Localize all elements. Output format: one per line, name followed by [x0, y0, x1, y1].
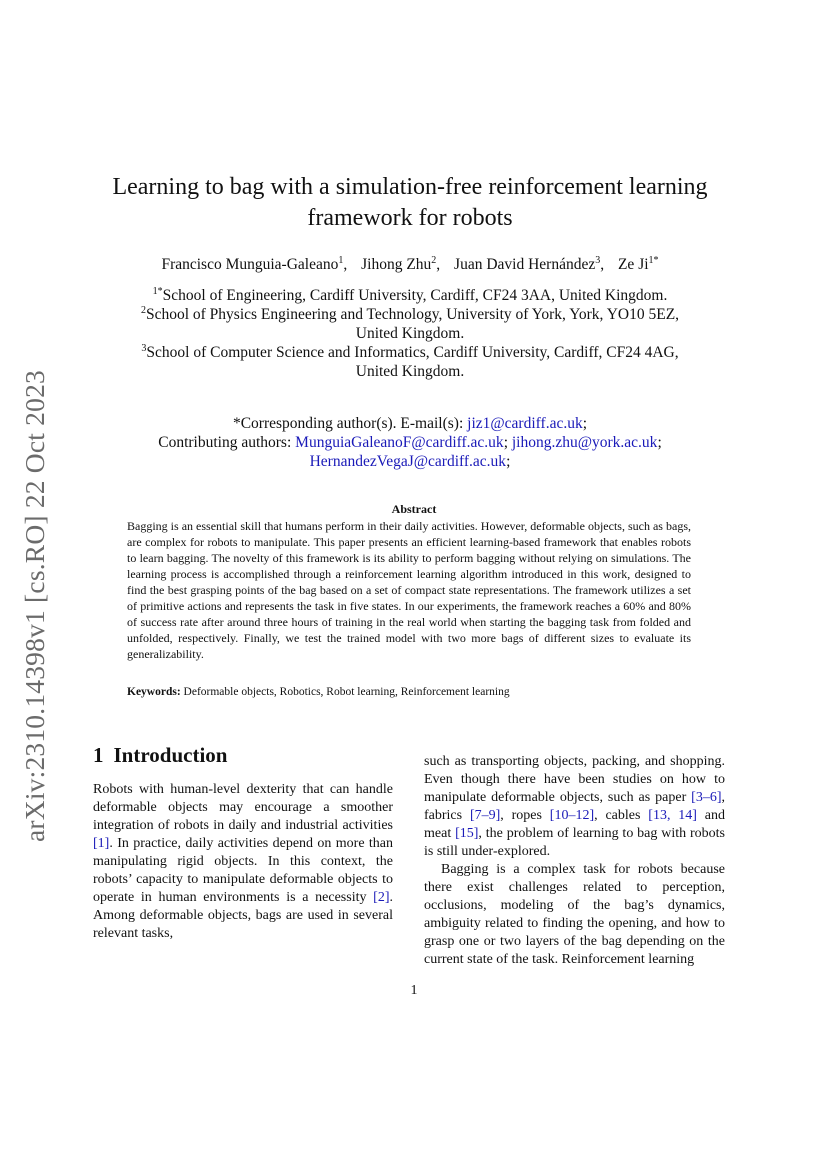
affiliation-3: [100, 343, 720, 381]
author-affiliation-mark: 1: [338, 254, 344, 266]
body-text: , ropes: [500, 808, 550, 823]
left-column: [93, 781, 393, 943]
author-name: Francisco Munguia-Galeano: [161, 256, 339, 273]
citation-link[interactable]: [15]: [455, 826, 479, 841]
author-affiliation-mark: 3: [595, 254, 601, 266]
paragraph: Bagging is a complex task for robots because there exist challenges related to perception, occlusions, modeling of the bag’s dynamics, ambiguity related to finding the opening, and how to grasp one or two layers of the bag depending on the current state of the task. Reinforcement learning: [424, 862, 725, 967]
separator: ;: [582, 415, 588, 432]
citation-link[interactable]: [13, 14]: [648, 808, 697, 823]
citation-link[interactable]: [3–6]: [691, 790, 722, 805]
keywords-label: Keywords:: [127, 686, 181, 698]
affiliation-text: United Kingdom.: [355, 363, 465, 380]
separator: ;: [503, 434, 508, 451]
section-heading: [93, 743, 227, 768]
separator: ;: [657, 434, 662, 451]
section-title: Introduction: [113, 743, 228, 767]
contributing-line-2: [100, 452, 720, 471]
author-name: Ze Ji: [617, 256, 649, 273]
separator: ;: [506, 453, 511, 470]
author-name: Juan David Hernández: [454, 256, 596, 273]
keywords: [127, 686, 701, 698]
title-line-2: framework for robots: [307, 205, 513, 231]
contributing-email-link-3[interactable]: HernandezVegaJ@cardiff.ac.uk: [309, 453, 507, 470]
body-text: , fabrics: [424, 790, 725, 823]
title-line-1: Learning to bag with a simulation-free reinforcement learning: [112, 174, 708, 200]
body-text: such as transporting objects, packing, and shopping. Even though there have been studies on how to manipulate deformable objects, such as paper: [424, 754, 725, 805]
affiliation-2: [100, 305, 720, 343]
affiliation-text: School of Engineering, Cardiff University, Cardiff, CF24 3AA, United Kingdom.: [162, 287, 668, 304]
citation-link[interactable]: [2]: [373, 890, 390, 905]
right-column: [424, 753, 725, 969]
body-text: . Among deformable objects, bags are used in several relevant tasks,: [93, 890, 393, 941]
body-text: and meat: [424, 808, 726, 841]
abstract-heading: Abstract: [391, 502, 437, 516]
paragraph: [424, 753, 725, 861]
body-text: , cables: [594, 808, 649, 823]
paragraph: [93, 781, 393, 943]
body-text: Robots with human-level dexterity that can handle deformable objects may encourage a smoother integration of robots in daily and industrial activities: [93, 782, 393, 833]
contributing-line: [100, 433, 720, 452]
author-name: Jihong Zhu: [361, 256, 432, 273]
affiliation-mark: 3: [141, 342, 147, 354]
page-number: 1: [410, 983, 418, 998]
author-list: Francisco Munguia-Galeano$^1$, Jihong Zhu$^2$, Juan David Hernández$^3$, Ze $Ji^{1*}$: [161, 254, 659, 273]
corresponding-line: [100, 414, 720, 433]
arxiv-side-stamp: [14, 366, 56, 846]
author-affiliation-mark: 2: [431, 254, 437, 266]
corresponding-email-link[interactable]: jiz1@cardiff.ac.uk: [467, 415, 583, 432]
correspondence-label: *Corresponding author(s). E-mail(s):: [232, 415, 468, 432]
arxiv-identifier: arXiv:2310.14398v1 [cs.RO] 22 Oct 2023: [19, 370, 50, 842]
correspondence: [100, 414, 720, 471]
citation-link[interactable]: [1]: [93, 836, 110, 851]
affiliations: [100, 286, 720, 381]
keywords-text: Deformable objects, Robotics, Robot learning, Reinforcement learning: [183, 686, 510, 698]
paper-title: [100, 172, 720, 234]
affiliation-mark: 2: [140, 304, 146, 316]
contributing-label: Contributing authors:: [158, 434, 296, 451]
affiliation-1: [100, 286, 720, 305]
citation-link[interactable]: [7–9]: [469, 808, 501, 823]
section-number: 1: [93, 743, 104, 767]
author-affiliation-mark: 1*: [648, 254, 659, 266]
affiliation-text: School of Physics Engineering and Technology, University of York, York, YO10 5EZ,: [145, 306, 680, 323]
affiliation-text: United Kingdom.: [355, 325, 465, 342]
contributing-email-link-1[interactable]: MunguiaGaleanoF@cardiff.ac.uk: [295, 434, 504, 451]
affiliation-text: School of Computer Science and Informatics, Cardiff University, Cardiff, CF24 4AG,: [146, 344, 679, 361]
body-text: . In practice, daily activities depend on more than manipulating rigid objects. In this context, the robots’ capacity to manipulate deformable objects to operate in human environments is a necessity: [93, 836, 393, 905]
abstract-text: Bagging is an essential skill that humans perform in their daily activities. However, deformable objects, such as bags, are complex for robots to manipulate. This paper presents an efficient learning-based framework that enables robots to learn bagging. The novelty of this framework is its ability to perform bagging without relying on simulations. The learning process is accomplished through a reinforcement learning algorithm introduced in this work, designed to find the best grasping points of the bag based on a set of compact state representations. The framework utilizes a set of primitive actions and represents the task in five states. In our experiments, the framework reaches a 60% and 80% of success rate after around three hours of training in the real world when starting the bagging task from folded and unfolded, respectively. Finally, we test the trained model with two more bags of different sizes to evaluate its generalizability.: [127, 519, 691, 661]
body-text: , the problem of learning to bag with robots is still under-explored.: [424, 826, 725, 859]
contributing-email-link-2[interactable]: jihong.zhu@york.ac.uk: [511, 434, 658, 451]
affiliation-mark: 1*: [152, 285, 163, 297]
citation-link[interactable]: [10–12]: [549, 808, 595, 823]
